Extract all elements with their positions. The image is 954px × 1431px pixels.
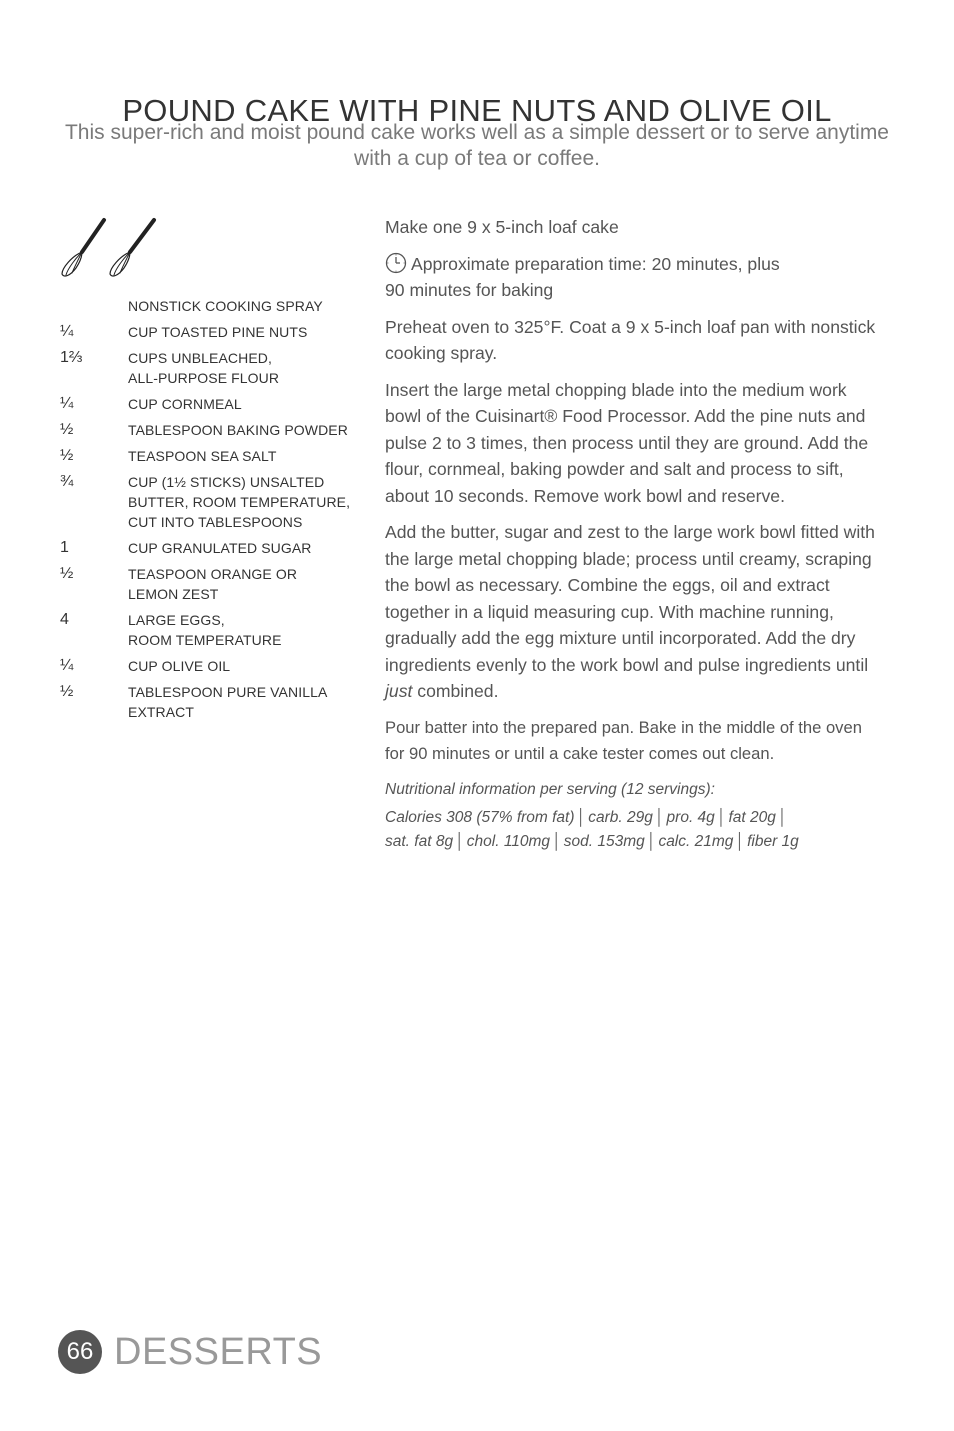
ingredient-desc: CUP (1½ STICKS) UNSALTED BUTTER, ROOM TEMPERATURE, CUT INTO TABLESPOONS xyxy=(128,474,351,530)
ingredient-desc: TEASPOON ORANGE OR LEMON ZEST xyxy=(128,566,298,602)
ingredient-list xyxy=(60,296,360,728)
method-column xyxy=(385,214,885,854)
recipe-title: POUND CAKE WITH PINE NUTS AND OLIVE OIL xyxy=(122,92,832,128)
page-number: 66 xyxy=(58,1330,102,1374)
ingredient-row xyxy=(60,446,360,466)
ingredient-row xyxy=(60,394,360,414)
method-step-end: combined. xyxy=(417,681,499,701)
nutrition-heading: Nutritional information per serving (12 servings): xyxy=(385,780,715,798)
ingredient-desc: CUPS UNBLEACHED, ALL-PURPOSE FLOUR xyxy=(128,350,280,386)
method-step: Preheat oven to 325°F. Coat a 9 x 5-inch loaf pan with nonstick cooking spray. xyxy=(385,316,876,363)
ingredient-qty xyxy=(60,296,128,316)
emphasis-text: just xyxy=(385,681,413,701)
ingredient-qty: 4 xyxy=(60,611,69,628)
nutrition-value: carb. 29g xyxy=(588,808,653,826)
ingredient-qty: 1 xyxy=(60,539,69,556)
nutrition-value: fiber 1g xyxy=(747,832,799,850)
ingredient-qty: ½ xyxy=(60,447,74,464)
ingredient-row xyxy=(60,656,360,676)
ingredient-row xyxy=(60,610,360,650)
ingredient-desc: CUP OLIVE OIL xyxy=(128,658,231,674)
ingredient-desc: TABLESPOON BAKING POWDER xyxy=(128,422,348,438)
separator: │ xyxy=(646,832,657,850)
section-title: DESSERTS xyxy=(114,1330,323,1373)
nutrition-value: Calories 308 (57% from fat) xyxy=(385,808,575,826)
nutrition-line xyxy=(385,830,885,854)
ingredient-row xyxy=(60,472,360,532)
ingredient-qty: ½ xyxy=(60,683,74,700)
clock-icon xyxy=(385,252,407,274)
recipe-subtitle: This super-rich and moist pound cake works well as a simple dessert or to serve anytime with a cup of tea or coffee. xyxy=(64,121,889,170)
ingredient-qty: ¼ xyxy=(60,323,74,340)
ingredient-row xyxy=(60,322,360,342)
method-step-text: Add the butter, sugar and zest to the large work bowl fitted with the large metal chopping blade; process until creamy, scraping the bowl as necessary. Combine the eggs, oil and extract together in a liquid measuring cup. With machine running, gradually add the egg mixture until incorporated. Add the dry ingredients evenly to the work bowl and pulse ingredients until xyxy=(385,522,875,675)
nutrition-line xyxy=(385,806,885,830)
method-step: Pour batter into the prepared pan. Bake in the middle of the oven for 90 minutes or until a cake tester comes out clean. xyxy=(385,717,862,763)
ingredient-row xyxy=(60,348,360,388)
ingredient-row xyxy=(60,420,360,440)
nutrition-value: calc. 21mg xyxy=(658,832,734,850)
whisk-icon xyxy=(58,216,160,280)
recipe-yield: Make one 9 x 5-inch loaf cake xyxy=(385,217,619,237)
separator: │ xyxy=(777,808,788,826)
method-step xyxy=(385,519,885,705)
ingredient-desc: TEASPOON SEA SALT xyxy=(128,448,277,464)
ingredient-desc: LARGE EGGS, ROOM TEMPERATURE xyxy=(128,612,282,648)
ingredient-qty: ¾ xyxy=(60,473,74,490)
ingredient-row xyxy=(60,296,360,316)
prep-time xyxy=(385,251,885,304)
ingredient-desc: CUP CORNMEAL xyxy=(128,396,242,412)
prep-time-text-line2: 90 minutes for baking xyxy=(385,280,554,300)
ingredient-qty: ¼ xyxy=(60,657,74,674)
nutrition-value: sod. 153mg xyxy=(563,832,645,850)
nutrition-value: pro. 4g xyxy=(666,808,715,826)
ingredient-desc: NONSTICK COOKING SPRAY xyxy=(128,298,323,314)
separator: │ xyxy=(735,832,746,850)
ingredient-qty: ½ xyxy=(60,421,74,438)
method-step: Insert the large metal chopping blade into the medium work bowl of the Cuisinart® Food Processor. Add the pine nuts and pulse 2 to 3 times, then process until they are ground. Add the flour, cornmeal, baking powder and salt and process to sift, about 10 seconds. Remove work bowl and reserve. xyxy=(385,379,869,506)
ingredient-qty: ½ xyxy=(60,565,74,582)
separator: │ xyxy=(716,808,727,826)
ingredient-row xyxy=(60,682,360,722)
nutrition-value: fat 20g xyxy=(728,808,776,826)
separator: │ xyxy=(455,832,465,850)
ingredient-qty: 1⅔ xyxy=(60,349,83,366)
separator: │ xyxy=(654,808,665,826)
separator: │ xyxy=(576,808,587,826)
ingredient-desc: CUP GRANULATED SUGAR xyxy=(128,540,312,556)
ingredient-desc: TABLESPOON PURE VANILLA EXTRACT xyxy=(128,684,328,720)
page-footer xyxy=(58,1330,322,1374)
nutrition-value: sat. fat 8g xyxy=(385,832,454,850)
nutrition-value: chol. 110mg xyxy=(466,832,551,850)
ingredient-row xyxy=(60,538,360,558)
ingredient-qty: ¼ xyxy=(60,395,74,412)
prep-time-text: Approximate preparation time: 20 minutes, plus xyxy=(411,253,780,274)
ingredient-desc: CUP TOASTED PINE NUTS xyxy=(128,324,308,340)
separator: │ xyxy=(552,832,562,850)
ingredient-row xyxy=(60,564,360,604)
